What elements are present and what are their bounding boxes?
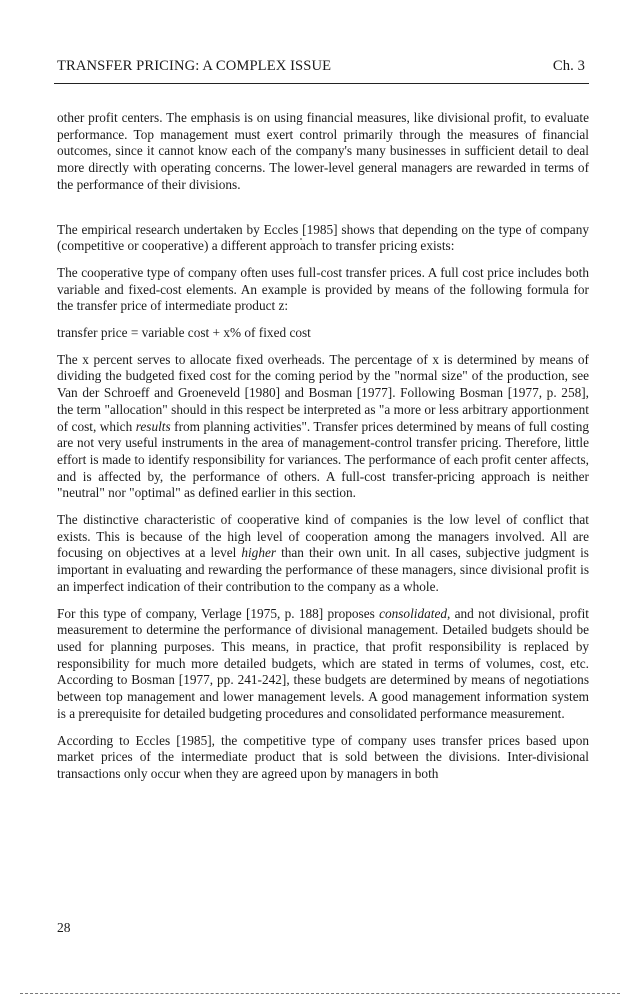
paragraph-1: other profit centers. The emphasis is on using financial measures, like divisional profit, to evaluate performance. Top management must exert control primarily through the measures of financial outcomes, since it cannot know each of the company's many businesses in sufficient detail to deal more directly with operating concerns. The lower-level general managers are rewarded in terms of the performance of their divisions. — [57, 110, 589, 192]
paragraph-7 — [57, 606, 589, 723]
page-number: 28 — [57, 920, 71, 935]
scan-edge-line — [20, 993, 620, 994]
paragraph-7-part-2: , and not divisional, profit measurement to determine the performance of divisional management. Detailed budgets should be used for planning purposes. This means, in practice, that profit responsibility is replaced by responsibility for much more detailed budgets, which are stated in terms of volumes, cost, etc. According to Bosman [1977, pp. 241-242], these budgets are determined by means of negotiations between top management and lower management levels. A good management information system is a prerequisite for detailed budgeting procedures and consolidated performance measurement. — [57, 605, 589, 721]
transfer-price-formula: transfer price = variable cost + x% of fixed cost — [57, 325, 311, 341]
paragraph-5-part-1: The x percent serves to allocate fixed overheads. The percentage of x is determined by means of dividing the budgeted fixed cost for the coming period by the "normal size" of the production, see Van der Schroeff and Groeneveld [1980] and Bosman [1977]. Following Bosman [1977, p. 258], the term "allocation" should in this respect be interpreted as "a more or less arbitrary apportionment of cost, which — [57, 351, 589, 434]
body-text — [57, 110, 589, 783]
paragraph-3: The cooperative type of company often uses full-cost transfer prices. A full cost price includes both variable and fixed-cost elements. An example is provided by means of the following formula for the transfer price of intermediate product z: — [57, 264, 589, 314]
paragraph-6 — [57, 512, 589, 596]
paragraph-5-part-2: from planning activities". Transfer prices determined by means of full costing are not very useful instruments in the area of management-control transfer pricing. Therefore, little effort is made to identify responsibility for variances. The performance of each profit center affects, and is affected by, the performance of others. A full-cost transfer-pricing approach is neither "neutral" nor "optimal" as defined earlier in this section. — [57, 418, 589, 501]
paragraph-6-part-2: than their own unit. In all cases, subjective judgment is important in evaluating and rewarding the performance of these managers, since divisional profit is an imperfect indication of their contribution to the company as a whole. — [57, 545, 589, 594]
paragraph-5 — [57, 352, 589, 502]
paragraph-6-emphasis: higher — [241, 545, 277, 561]
header-divider — [54, 83, 589, 84]
running-header-title: TRANSFER PRICING: A COMPLEX ISSUE — [57, 58, 332, 74]
paragraph-5-emphasis: results — [135, 418, 171, 434]
paragraph-8: According to Eccles [1985], the competitive type of company uses transfer prices based upon market prices of the intermediate product that is sold between the divisions. Inter-divisional transactions only occur when they are agreed upon by managers in both — [57, 732, 589, 781]
chapter-label: Ch. 3 — [552, 58, 585, 74]
paragraph-7-emphasis: consolidated — [379, 605, 448, 621]
paragraph-6-part-1: The distinctive characteristic of cooperative kind of companies is the low level of conflict that exists. This is because of the high level of cooperation among the managers involved. All are focusing on objectives at a level — [57, 512, 589, 561]
paragraph-2: The empirical research undertaken by Eccles [1985] shows that depending on the type of company (competitive or cooperative) a different approach to transfer pricing exists: — [57, 221, 589, 254]
paragraph-7-part-1: For this type of company, Verlage [1975, p. 188] proposes — [57, 605, 380, 621]
